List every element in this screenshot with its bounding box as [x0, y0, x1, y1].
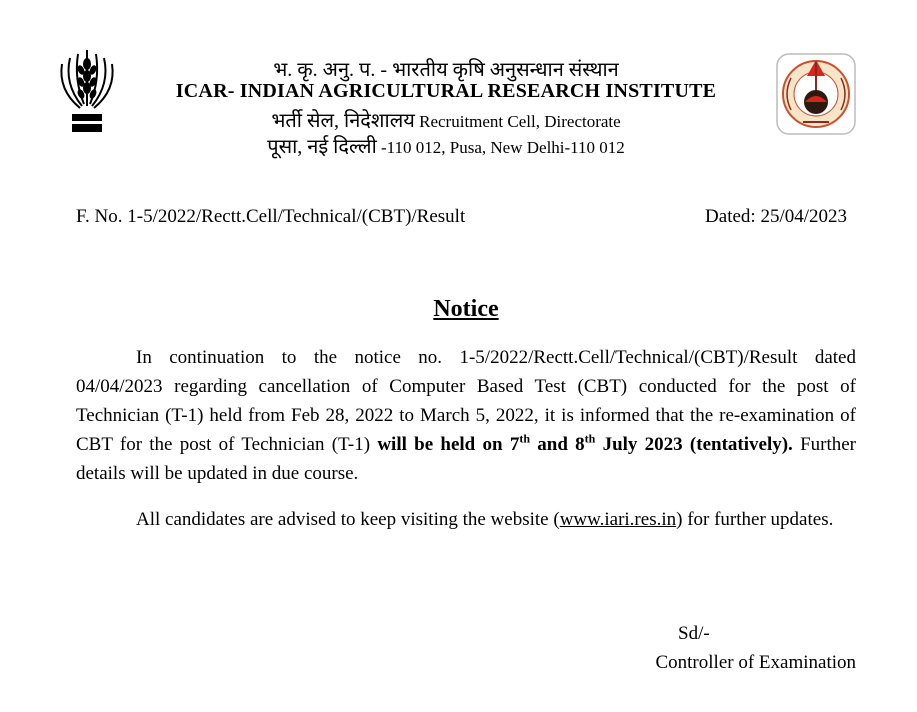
institute-name-english: ICAR- INDIAN AGRICULTURAL RESEARCH INSTITUTE — [175, 80, 717, 102]
institute-name-hindi: भ. कृ. अनु. प. - भारतीय कृषि अनुसन्धान संस्थान — [273, 59, 619, 81]
para2-text: All candidates are advised to keep visiting the website ( — [136, 509, 560, 530]
cell-english: Recruitment Cell, Directorate — [414, 112, 621, 131]
para1-text: In continuation to the notice no. 1-5/2022/Rectt.Cell/Technical/(CBT)/Result dated 04/04/2023 regarding cancellation of Computer Based Test (CBT) conducted for the post of Technician (T-1) held from Feb 28, 2022 to March 5, 2022, it is informed that the re-examination of CBT for the post of Technician (T-1) — [76, 347, 856, 455]
sup-a: th — [519, 431, 530, 446]
para2-tail: ) for further updates. — [676, 509, 834, 530]
signatory-title: Controller of Examination — [655, 652, 856, 673]
date-line: Dated: 25/04/2023 — [705, 206, 847, 227]
address-hindi: पूसा, नई दिल्ली — [267, 136, 377, 158]
notice-paragraph-1 — [76, 343, 856, 488]
bold-part-b: and 8 — [530, 434, 585, 455]
icar-logo-icon — [56, 44, 118, 136]
bold-part-c: July 2023 (tentatively). — [595, 434, 793, 455]
recruitment-cell-line — [120, 106, 772, 133]
address-line — [120, 132, 772, 159]
bold-part-a: will be held on 7 — [377, 434, 520, 455]
para1-tail: Further details will be updated in due course. — [76, 434, 856, 484]
notice-paragraph-2 — [76, 505, 856, 534]
cell-hindi: भर्ती सेल, निदेशालय — [271, 110, 415, 132]
address-english: -110 012, Pusa, New Delhi-110 012 — [376, 138, 625, 157]
notice-title: Notice — [433, 296, 499, 322]
file-number: F. No. 1-5/2022/Rectt.Cell/Technical/(CBT)/Result — [76, 206, 466, 227]
para1-bold — [377, 431, 793, 455]
signed-mark: Sd/- — [678, 623, 710, 644]
sup-b: th — [584, 431, 596, 446]
iari-seal-icon — [775, 52, 857, 136]
website-link[interactable]: www.iari.res.in — [559, 509, 677, 530]
